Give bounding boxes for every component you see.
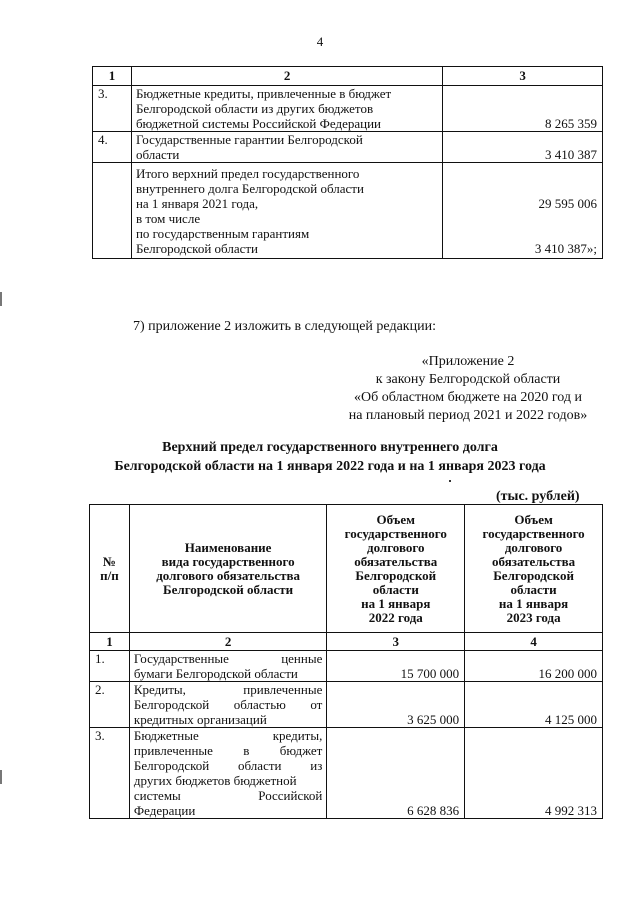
value-2023: 4 125 000 [465, 682, 603, 728]
header-text: 2023 года [506, 609, 561, 625]
row-name [129, 728, 326, 819]
header-text: государственного [482, 525, 585, 541]
row-name [129, 651, 326, 682]
row-value: 3 410 387 [443, 132, 603, 163]
row-number [93, 163, 132, 259]
value-2023: 16 200 000 [465, 651, 603, 682]
header-text: государственного [344, 525, 447, 541]
table-header-row [90, 505, 603, 633]
row-text: Итого верхний предел государственного [135, 166, 360, 181]
header-cell: 2 [131, 67, 442, 86]
appendix-line: к закону Белгородской области [375, 372, 561, 387]
header-name [129, 505, 326, 633]
row-text: Государственные гарантии Белгородской [135, 132, 363, 147]
table-header-row [93, 67, 603, 86]
value-2022: 3 625 000 [327, 682, 465, 728]
row-value: 8 265 359 [443, 86, 603, 132]
table-row-total [93, 163, 603, 259]
header-text: долгового обязательства [156, 567, 301, 583]
table-row [90, 651, 603, 682]
value-2022: 6 628 836 [327, 728, 465, 819]
appendix-block [318, 353, 618, 425]
header-text: долгового [504, 539, 563, 555]
header-text: Объем [514, 511, 553, 527]
appendix-line: на плановый период 2021 и 2022 годов» [348, 408, 588, 423]
table-row [90, 682, 603, 728]
header-text: области [372, 581, 419, 597]
row-number: 4. [93, 132, 132, 163]
header-text: Белгородской [493, 567, 574, 583]
header-text: вида государственного [161, 553, 295, 569]
header-text: 2022 года [368, 609, 423, 625]
header-2022 [327, 505, 465, 633]
row-text: бумаги Белгородской области [133, 666, 298, 681]
row-name [131, 163, 442, 259]
appendix-line: «Об областном бюджете на 2020 год и [354, 390, 582, 405]
table-row [90, 728, 603, 819]
table-row [93, 86, 603, 132]
debt-table-2022-2023 [89, 504, 603, 819]
row-name [131, 86, 442, 132]
table-row [93, 132, 603, 163]
row-name [131, 132, 442, 163]
header-text: обязательства [492, 553, 576, 569]
index-cell: 4 [465, 633, 603, 651]
row-value [443, 163, 603, 259]
document-title [60, 438, 600, 476]
row-number: 3. [93, 86, 132, 132]
header-text: Белгородской [355, 567, 437, 583]
row-text: Бюджетные кредиты, [133, 728, 323, 743]
header-text: Объем [376, 511, 415, 527]
value-2023: 4 992 313 [465, 728, 603, 819]
guarantee-value: 3 410 387»; [534, 241, 597, 256]
title-line: Верхний предел государственного внутреннего долга [162, 440, 498, 455]
row-text: других бюджетов бюджетной [133, 773, 297, 788]
header-text: на 1 января [498, 595, 569, 611]
header-text: № [102, 553, 116, 569]
value-2022: 15 700 000 [327, 651, 465, 682]
row-text: Белгородской областью от [133, 697, 323, 712]
header-text: области [510, 581, 557, 597]
header-cell: 1 [93, 67, 132, 86]
header-text: на 1 января [361, 595, 431, 611]
row-number: 3. [90, 728, 130, 819]
instruction-text: 7) приложение 2 изложить в следующей редакции: [133, 319, 436, 334]
margin-mark [0, 770, 2, 784]
row-text: Кредиты, привлеченные [133, 682, 323, 697]
row-text: в том числе [135, 211, 201, 226]
appendix-line: «Приложение 2 [421, 354, 515, 369]
row-text: привлеченные в бюджет [133, 743, 323, 758]
header-num [90, 505, 130, 633]
header-text: обязательства [354, 553, 438, 569]
row-text: Бюджетные кредиты, привлеченные в бюджет [135, 86, 392, 101]
row-text: на 1 января 2021 года, [135, 196, 259, 211]
header-text: долгового [367, 539, 425, 555]
index-cell: 1 [90, 633, 130, 651]
row-number: 2. [90, 682, 130, 728]
row-text: Государственные ценные [133, 651, 323, 666]
row-name [129, 682, 326, 728]
header-text: п/п [100, 567, 119, 583]
row-text: по государственным гарантиям [135, 226, 310, 241]
header-text: Наименование [184, 539, 272, 555]
page-number: 4 [316, 34, 324, 49]
row-text: области [135, 147, 180, 162]
row-text: кредитных организаций [133, 712, 267, 727]
total-value: 29 595 006 [538, 196, 597, 211]
debt-table-2021 [92, 66, 603, 259]
row-number: 1. [90, 651, 130, 682]
row-text: внутреннего долга Белгородской области [135, 181, 364, 196]
units-label: (тыс. рублей) [496, 489, 580, 504]
index-cell: 2 [129, 633, 326, 651]
index-row [90, 633, 603, 651]
row-text: бюджетной системы Российской Федерации [135, 116, 382, 131]
row-text: Белгородской области [135, 241, 258, 256]
title-line: Белгородской области на 1 января 2022 года и на 1 января 2023 года [114, 459, 546, 474]
speck [449, 480, 451, 482]
row-text: Белгородской области из [133, 758, 323, 773]
header-2023 [465, 505, 603, 633]
row-text: системы Российской [133, 788, 323, 803]
header-cell: 3 [443, 67, 603, 86]
index-cell: 3 [327, 633, 465, 651]
header-text: Белгородской области [163, 581, 294, 597]
margin-mark [0, 292, 2, 306]
row-text: Федерации [133, 803, 196, 818]
row-text: Белгородской области из других бюджетов [135, 101, 374, 116]
